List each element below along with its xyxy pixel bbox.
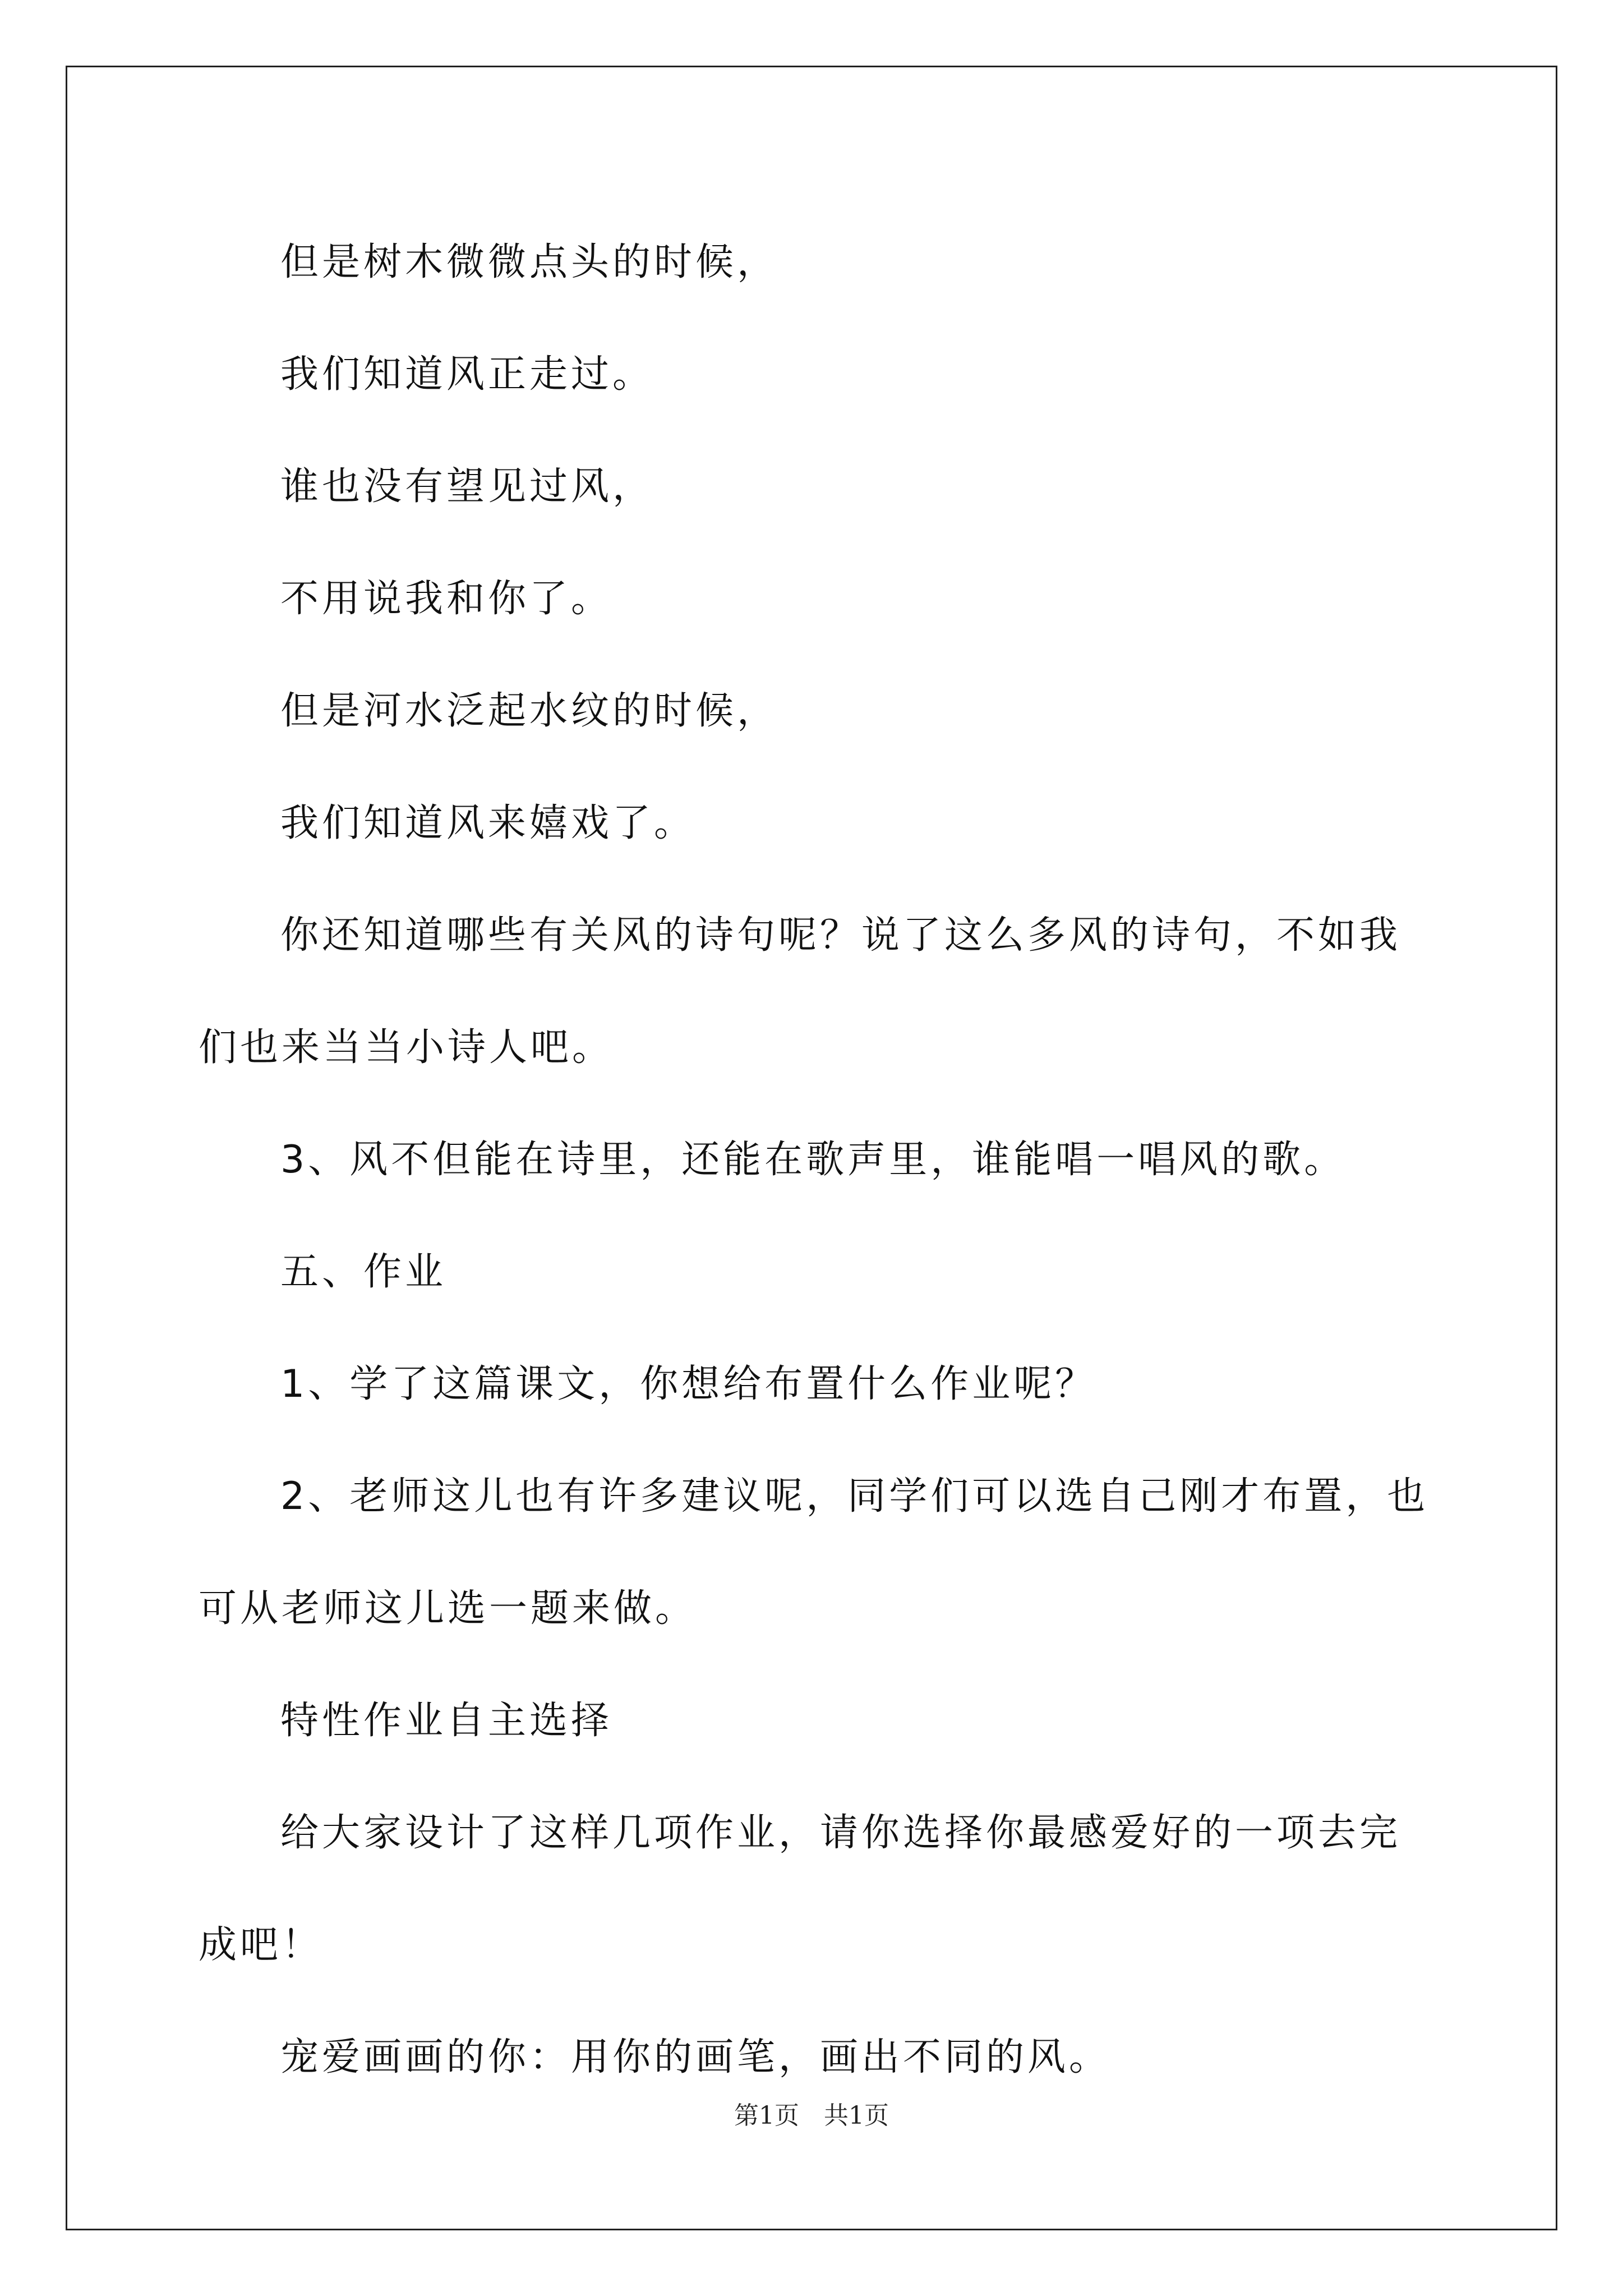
paragraph: 给大家设计了这样几项作业，请你选择你最感爱好的一项去完成吧！ <box>199 1811 1401 1967</box>
paragraph: 3、风不但能在诗里，还能在歌声里，谁能唱一唱风的歌。 <box>280 1138 1346 1182</box>
paragraph: 1、学了这篇课文，你想给布置什么作业呢？ <box>280 1362 1097 1406</box>
paragraph: 谁也没有望见过风， <box>280 464 654 509</box>
paragraph: 我们知道风来嬉戏了。 <box>280 801 696 845</box>
page-number-footer: 第1页 共1页 <box>734 2101 889 2130</box>
paragraph: 我们知道风正走过。 <box>280 352 654 397</box>
paragraph: 2、老师这儿也有许多建议呢，同学们可以选自己刚才布置，也可从老师这儿选一题来做。 <box>199 1474 1429 1631</box>
paragraph: 不用说我和你了。 <box>280 577 613 621</box>
paragraph: 宠爱画画的你：用你的画笔，画出不同的风。 <box>280 2035 1111 2079</box>
document-body <box>199 206 1438 2114</box>
paragraph: 你还知道哪些有关风的诗句呢？说了这么多风的诗句，不如我们也来当当小诗人吧。 <box>199 913 1401 1070</box>
section-heading: 五、作业 <box>280 1250 447 1294</box>
paragraph: 但是河水泛起水纹的时候， <box>280 689 779 733</box>
paragraph: 但是树木微微点头的时候， <box>280 240 779 284</box>
paragraph: 特性作业自主选择 <box>280 1699 613 1743</box>
